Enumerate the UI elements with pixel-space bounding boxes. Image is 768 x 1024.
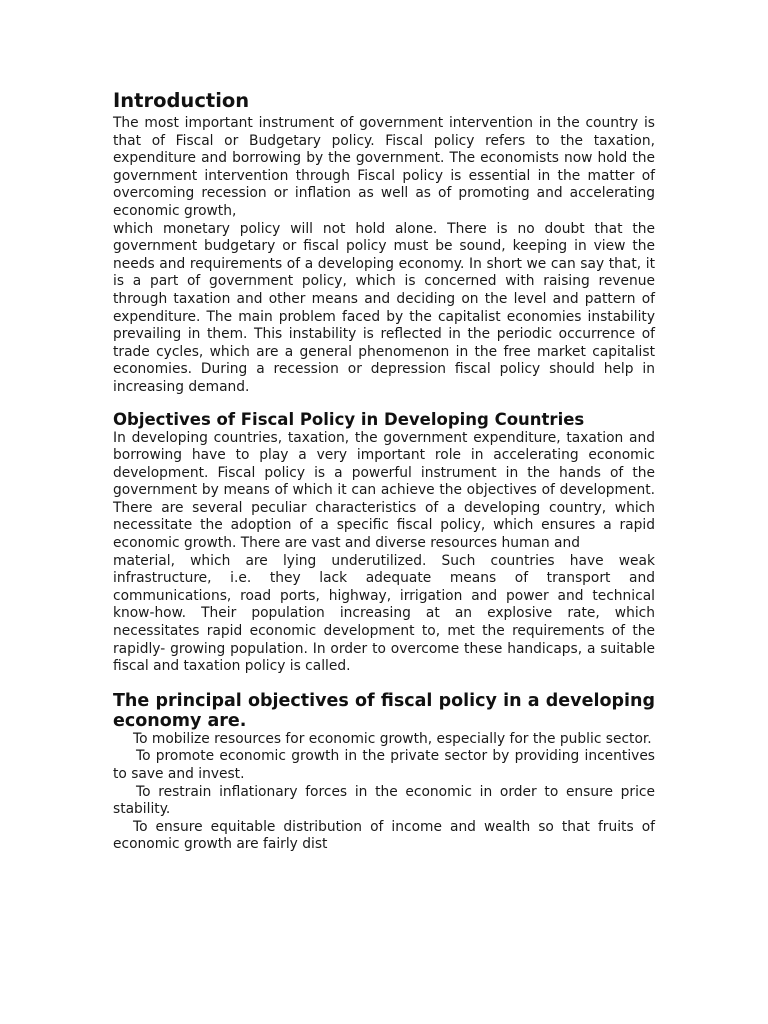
section-spacer [113,676,655,691]
objective-item: To ensure equitable distribution of income and wealth so that fruits of economic growth are fairly dist [113,818,655,853]
section-spacer [113,397,655,410]
principal-objectives-heading: The principal objectives of fiscal policy in a developing economy are. [113,690,655,731]
intro-heading: Introduction [113,89,250,112]
objectives-paragraph-1: In developing countries, taxation, the government expenditure, taxation and borrowing have to play a very important role in accelerating economic development. Fiscal policy is a powerful instrument in the hands of the government by means of which it can achieve the objectives of development. There are several peculiar characteristics of a developing country, which necessitate the adoption of a specific fiscal policy, which ensures a rapid economic growth. There are vast and diverse resources human and [113,429,655,552]
intro-paragraph-2: which monetary policy will not hold alone. There is no doubt that the government budgetary or fiscal policy must be sound, keeping in view the needs and requirements of a developing economy. In short we can say that, it is a part of government policy, which is concerned with raising revenue through taxation and other means and deciding on the level and pattern of expenditure. The main problem faced by the capitalist economies instability prevailing in them. This instability is reflected in the periodic occurrence of trade cycles, which are a general phenomenon in the free market capitalist economies. During a recession or depression fiscal policy should help in increasing demand. [113,220,655,395]
objective-item: To mobilize resources for economic growth, especially for the public sector. [133,730,652,747]
document-page [113,88,655,854]
objective-item: To promote economic growth in the private sector by providing incentives to save and invest. [113,748,655,782]
objectives-paragraph-2: material, which are lying underutilized. Such countries have weak infrastructure, i.e. they lack adequate means of transport and communications, road ports, highway, irrigation and power and technical know-how. Their population increasing at an explosive rate, which necessitates rapid economic development to, met the requirements of the rapidly- growing population. In order to overcome these handicaps, a suitable fiscal and taxation policy is called. [113,552,655,675]
intro-paragraph-1: The most important instrument of government intervention in the country is that of Fiscal or Budgetary policy. Fiscal policy refers to the taxation, expenditure and borrowing by the government. The economists now hold the government intervention through Fiscal policy is essential in the matter of overcoming recession or inflation as well as of promoting and accelerating economic growth, [113,115,655,219]
objectives-heading: Objectives of Fiscal Policy in Developing Countries [113,409,585,429]
objective-item: To restrain inflationary forces in the economic in order to ensure price stability. [113,783,655,818]
